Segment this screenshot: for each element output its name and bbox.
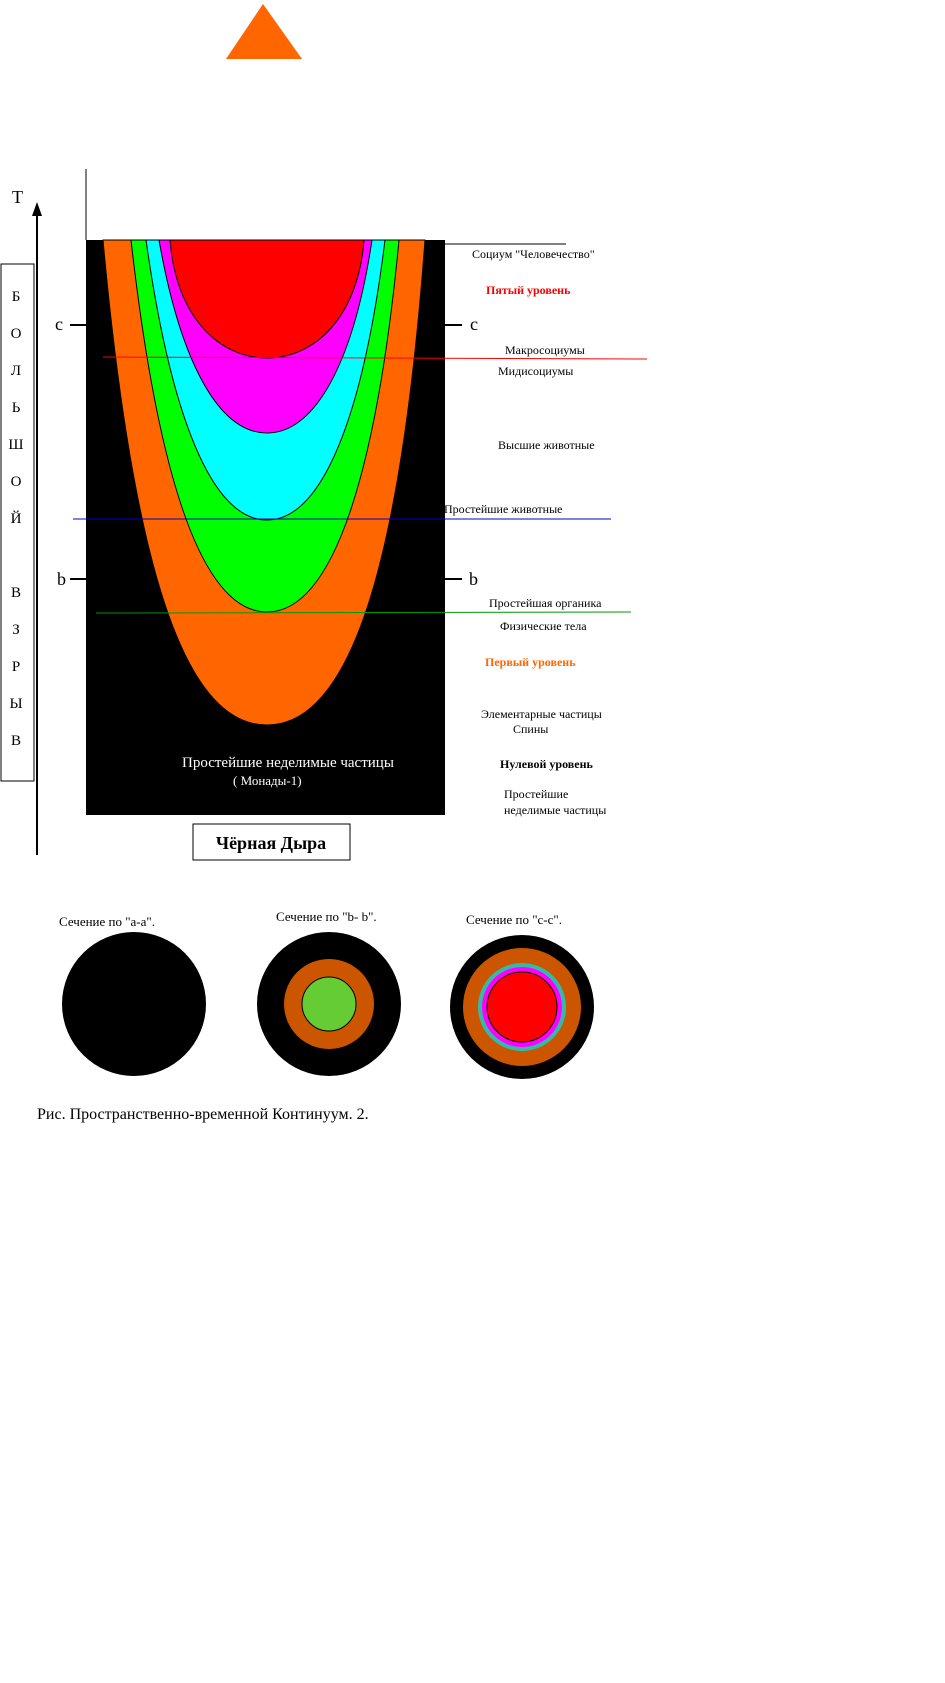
marker-b-right: b	[469, 569, 478, 589]
vertical-letter: В	[10, 585, 22, 601]
label-higher-animals: Высшие животные	[498, 438, 595, 452]
label-socium: Социум "Человечество"	[472, 247, 595, 261]
label-simplest-1: Простейшие	[504, 787, 569, 801]
vertical-letter: Ь	[11, 400, 21, 416]
section-cc-red	[487, 972, 557, 1042]
marker-c-right: c	[470, 314, 478, 334]
vertical-letter: О	[10, 326, 22, 342]
vertical-letter: З	[12, 622, 20, 638]
orange-triangle-icon	[226, 4, 302, 59]
label-simple-animals: Простейшие животные	[444, 502, 563, 516]
figure-caption: Рис. Пространственно-временной Континуум. 2.	[37, 1106, 369, 1123]
time-axis-arrow-icon	[32, 202, 42, 216]
inner-label-line1: Простейшие неделимые частицы	[182, 755, 394, 771]
vertical-letter: Й	[10, 511, 22, 527]
label-simple-organic: Простейшая органика	[489, 596, 602, 610]
label-macro: Макросоциумы	[505, 343, 585, 357]
section-cc-label: Сечение по "c-c".	[466, 912, 562, 927]
label-level1: Первый уровень	[485, 655, 576, 669]
label-level5: Пятый уровень	[486, 283, 571, 297]
label-level0: Нулевой уровень	[500, 757, 593, 771]
label-simplest-2: неделимые частицы	[504, 803, 607, 817]
label-elementary: Элементарные частицы	[481, 707, 602, 721]
vertical-letter: Л	[10, 363, 22, 379]
vertical-letter: Б	[11, 289, 21, 305]
label-physical: Физические тела	[500, 619, 587, 633]
section-bb-green	[302, 977, 356, 1031]
vertical-letter: Р	[11, 659, 21, 675]
section-bb-label: Сечение по "b- b".	[276, 909, 377, 924]
vertical-letter: Ы	[9, 696, 23, 712]
marker-c-left: c	[55, 314, 63, 334]
vertical-letter: О	[10, 474, 22, 490]
section-aa-label: Сечение по "a-a".	[59, 914, 155, 929]
label-spins: Спины	[513, 722, 549, 736]
label-midi: Мидисоциумы	[498, 364, 574, 378]
inner-label-line2: ( Монады-1)	[233, 773, 302, 788]
marker-b-left: b	[57, 569, 66, 589]
vertical-letter: Ш	[8, 437, 24, 453]
black-hole-label: Чёрная Дыра	[215, 833, 327, 853]
section-aa-circle	[62, 932, 206, 1076]
vertical-letter: В	[10, 733, 22, 749]
axis-label-t: T	[12, 187, 23, 207]
